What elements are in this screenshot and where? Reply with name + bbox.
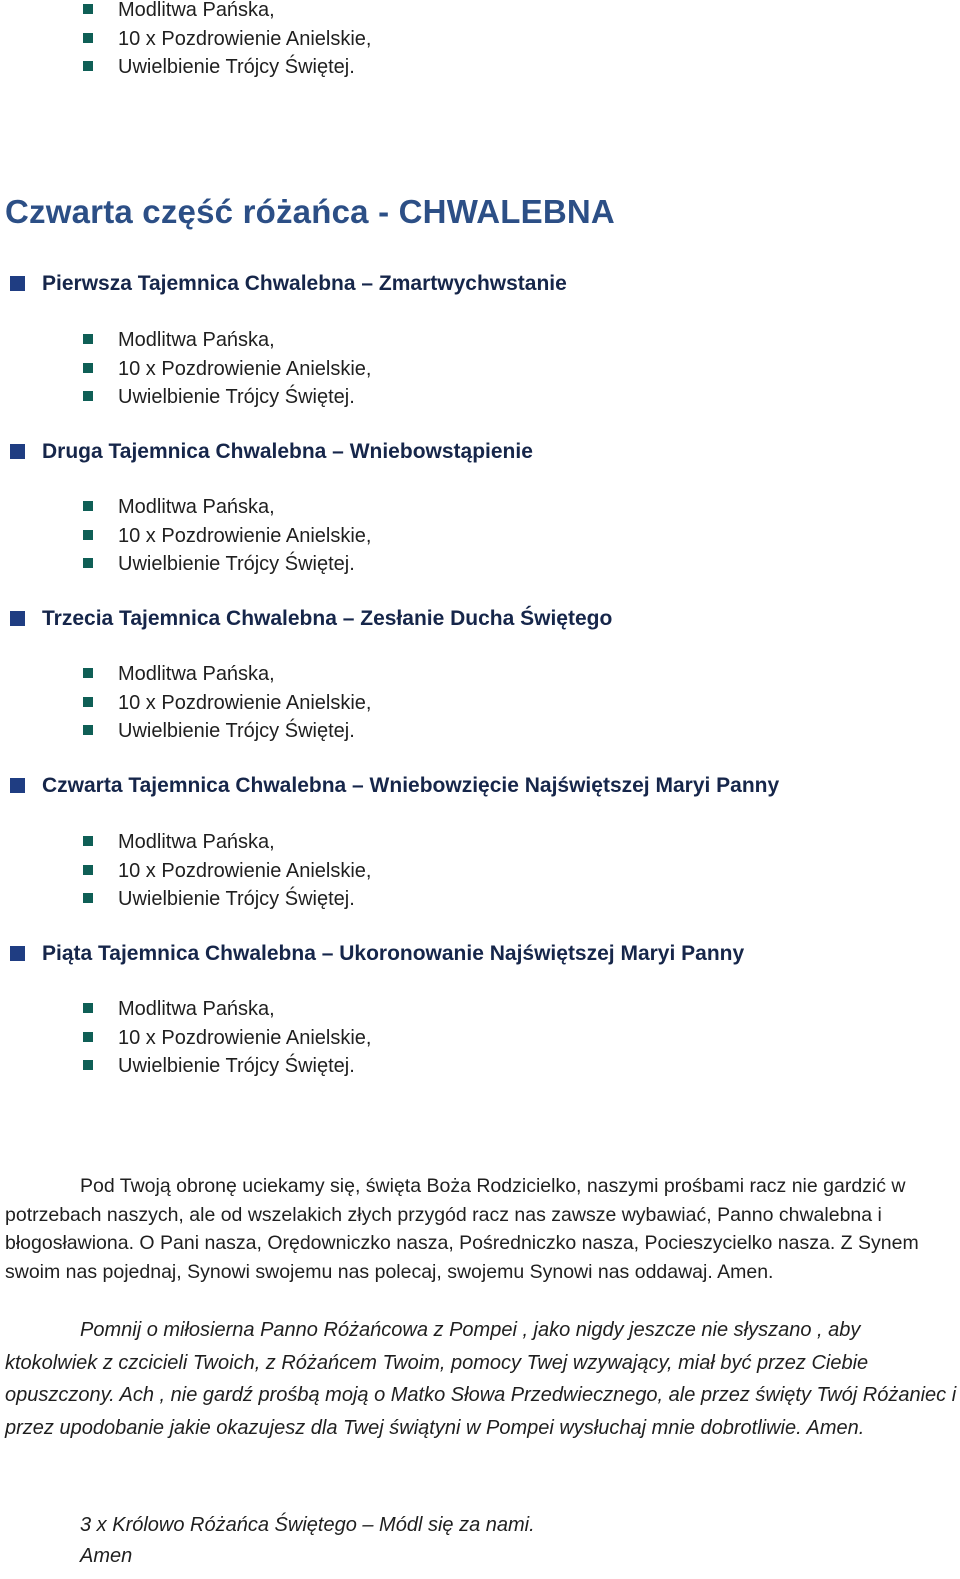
square-bullet-icon: [83, 33, 93, 43]
previous-mystery-prayer-list: [83, 0, 371, 82]
list-item: Modlitwa Pańska,: [83, 326, 371, 355]
mystery-2-prayer-list: [83, 493, 371, 579]
mystery-3-prayer-list: [83, 660, 371, 746]
mystery-heading-5: Piąta Tajemnica Chwalebna – Ukoronowanie Najświętszej Maryi Panny: [10, 939, 744, 969]
list-item: Modlitwa Pańska,: [83, 828, 371, 857]
chapter-title: Czwarta część różańca - CHWALEBNA: [5, 193, 615, 230]
square-bullet-icon: [83, 501, 93, 511]
square-bullet-icon: [10, 946, 25, 961]
list-item: Uwielbienie Trójcy Świętej.: [83, 717, 371, 746]
list-item: 10 x Pozdrowienie Anielskie,: [83, 522, 371, 551]
square-bullet-icon: [83, 697, 93, 707]
square-bullet-icon: [83, 530, 93, 540]
square-bullet-icon: [83, 893, 93, 903]
list-item: Uwielbienie Trójcy Świętej.: [83, 383, 371, 412]
square-bullet-icon: [83, 391, 93, 401]
prayer-sub-tuum: Pod Twoją obronę uciekamy się, święta Boża Rodzicielko, naszymi prośbami racz nie gardzić w potrzebach naszych, ale od wszelakich złych przygód racz nas zawsze wybawiać, Panno chwalebna i błogosławiona. O Pani nasza, Orędowniczko nasza, Pośredniczko nasza, Pocieszycielko nasza. Z Synem swoim nas pojednaj, Synowi swojemu nas polecaj, swojemu Synowi nas oddawaj. Amen.: [5, 1175, 919, 1283]
square-bullet-icon: [83, 1060, 93, 1070]
list-item: Uwielbienie Trójcy Świętej.: [83, 550, 371, 579]
mystery-1-prayer-list: [83, 326, 371, 412]
list-item: Modlitwa Pańska,: [83, 493, 371, 522]
list-item: 10 x Pozdrowienie Anielskie,: [83, 1024, 371, 1053]
square-bullet-icon: [83, 363, 93, 373]
invocation-amen: Amen: [80, 1545, 133, 1567]
square-bullet-icon: [83, 334, 93, 344]
list-item: Modlitwa Pańska,: [83, 0, 371, 25]
square-bullet-icon: [10, 611, 25, 626]
list-item: 10 x Pozdrowienie Anielskie,: [83, 355, 371, 384]
list-item: Uwielbienie Trójcy Świętej.: [83, 53, 371, 82]
square-bullet-icon: [10, 276, 25, 291]
list-item: 10 x Pozdrowienie Anielskie,: [83, 25, 371, 54]
prayer-pompei: Pomnij o miłosierna Panno Różańcowa z Pompei , jako nigdy jeszcze nie słyszano , aby ktokolwiek z czcicieli Twoich, z Różańcem Twoim, pomocy Twej wzywający, miał być przez Ciebie opuszczony. Ach , nie gardź prośbą moją o Matko Słowa Przedwiecznego, ale przez święty Twój Różaniec i przez upodobanie jakie okazujesz dla Twej świątyni w Pompei wysłuchaj mnie dobrotliwie. Amen.: [5, 1319, 957, 1439]
list-item: 10 x Pozdrowienie Anielskie,: [83, 689, 371, 718]
list-item: Uwielbienie Trójcy Świętej.: [83, 885, 371, 914]
square-bullet-icon: [10, 444, 25, 459]
list-item: Uwielbienie Trójcy Świętej.: [83, 1052, 371, 1081]
invocation-line: 3 x Królowo Różańca Świętego – Módl się za nami.: [80, 1514, 535, 1536]
square-bullet-icon: [83, 865, 93, 875]
list-item: 10 x Pozdrowienie Anielskie,: [83, 857, 371, 886]
mystery-heading-3: Trzecia Tajemnica Chwalebna – Zesłanie Ducha Świętego: [10, 604, 612, 634]
mystery-5-prayer-list: [83, 995, 371, 1081]
mystery-heading-4: Czwarta Tajemnica Chwalebna – Wniebowzięcie Najświętszej Maryi Panny: [10, 771, 779, 801]
mystery-4-prayer-list: [83, 828, 371, 914]
list-item: Modlitwa Pańska,: [83, 995, 371, 1024]
square-bullet-icon: [83, 1003, 93, 1013]
square-bullet-icon: [83, 558, 93, 568]
square-bullet-icon: [10, 778, 25, 793]
square-bullet-icon: [83, 1032, 93, 1042]
invocation: [80, 1510, 950, 1572]
square-bullet-icon: [83, 836, 93, 846]
square-bullet-icon: [83, 61, 93, 71]
square-bullet-icon: [83, 4, 93, 14]
mystery-heading-1: Pierwsza Tajemnica Chwalebna – Zmartwychwstanie: [10, 269, 567, 299]
mystery-heading-2: Druga Tajemnica Chwalebna – Wniebowstąpienie: [10, 437, 533, 467]
square-bullet-icon: [83, 725, 93, 735]
list-item: Modlitwa Pańska,: [83, 660, 371, 689]
square-bullet-icon: [83, 668, 93, 678]
